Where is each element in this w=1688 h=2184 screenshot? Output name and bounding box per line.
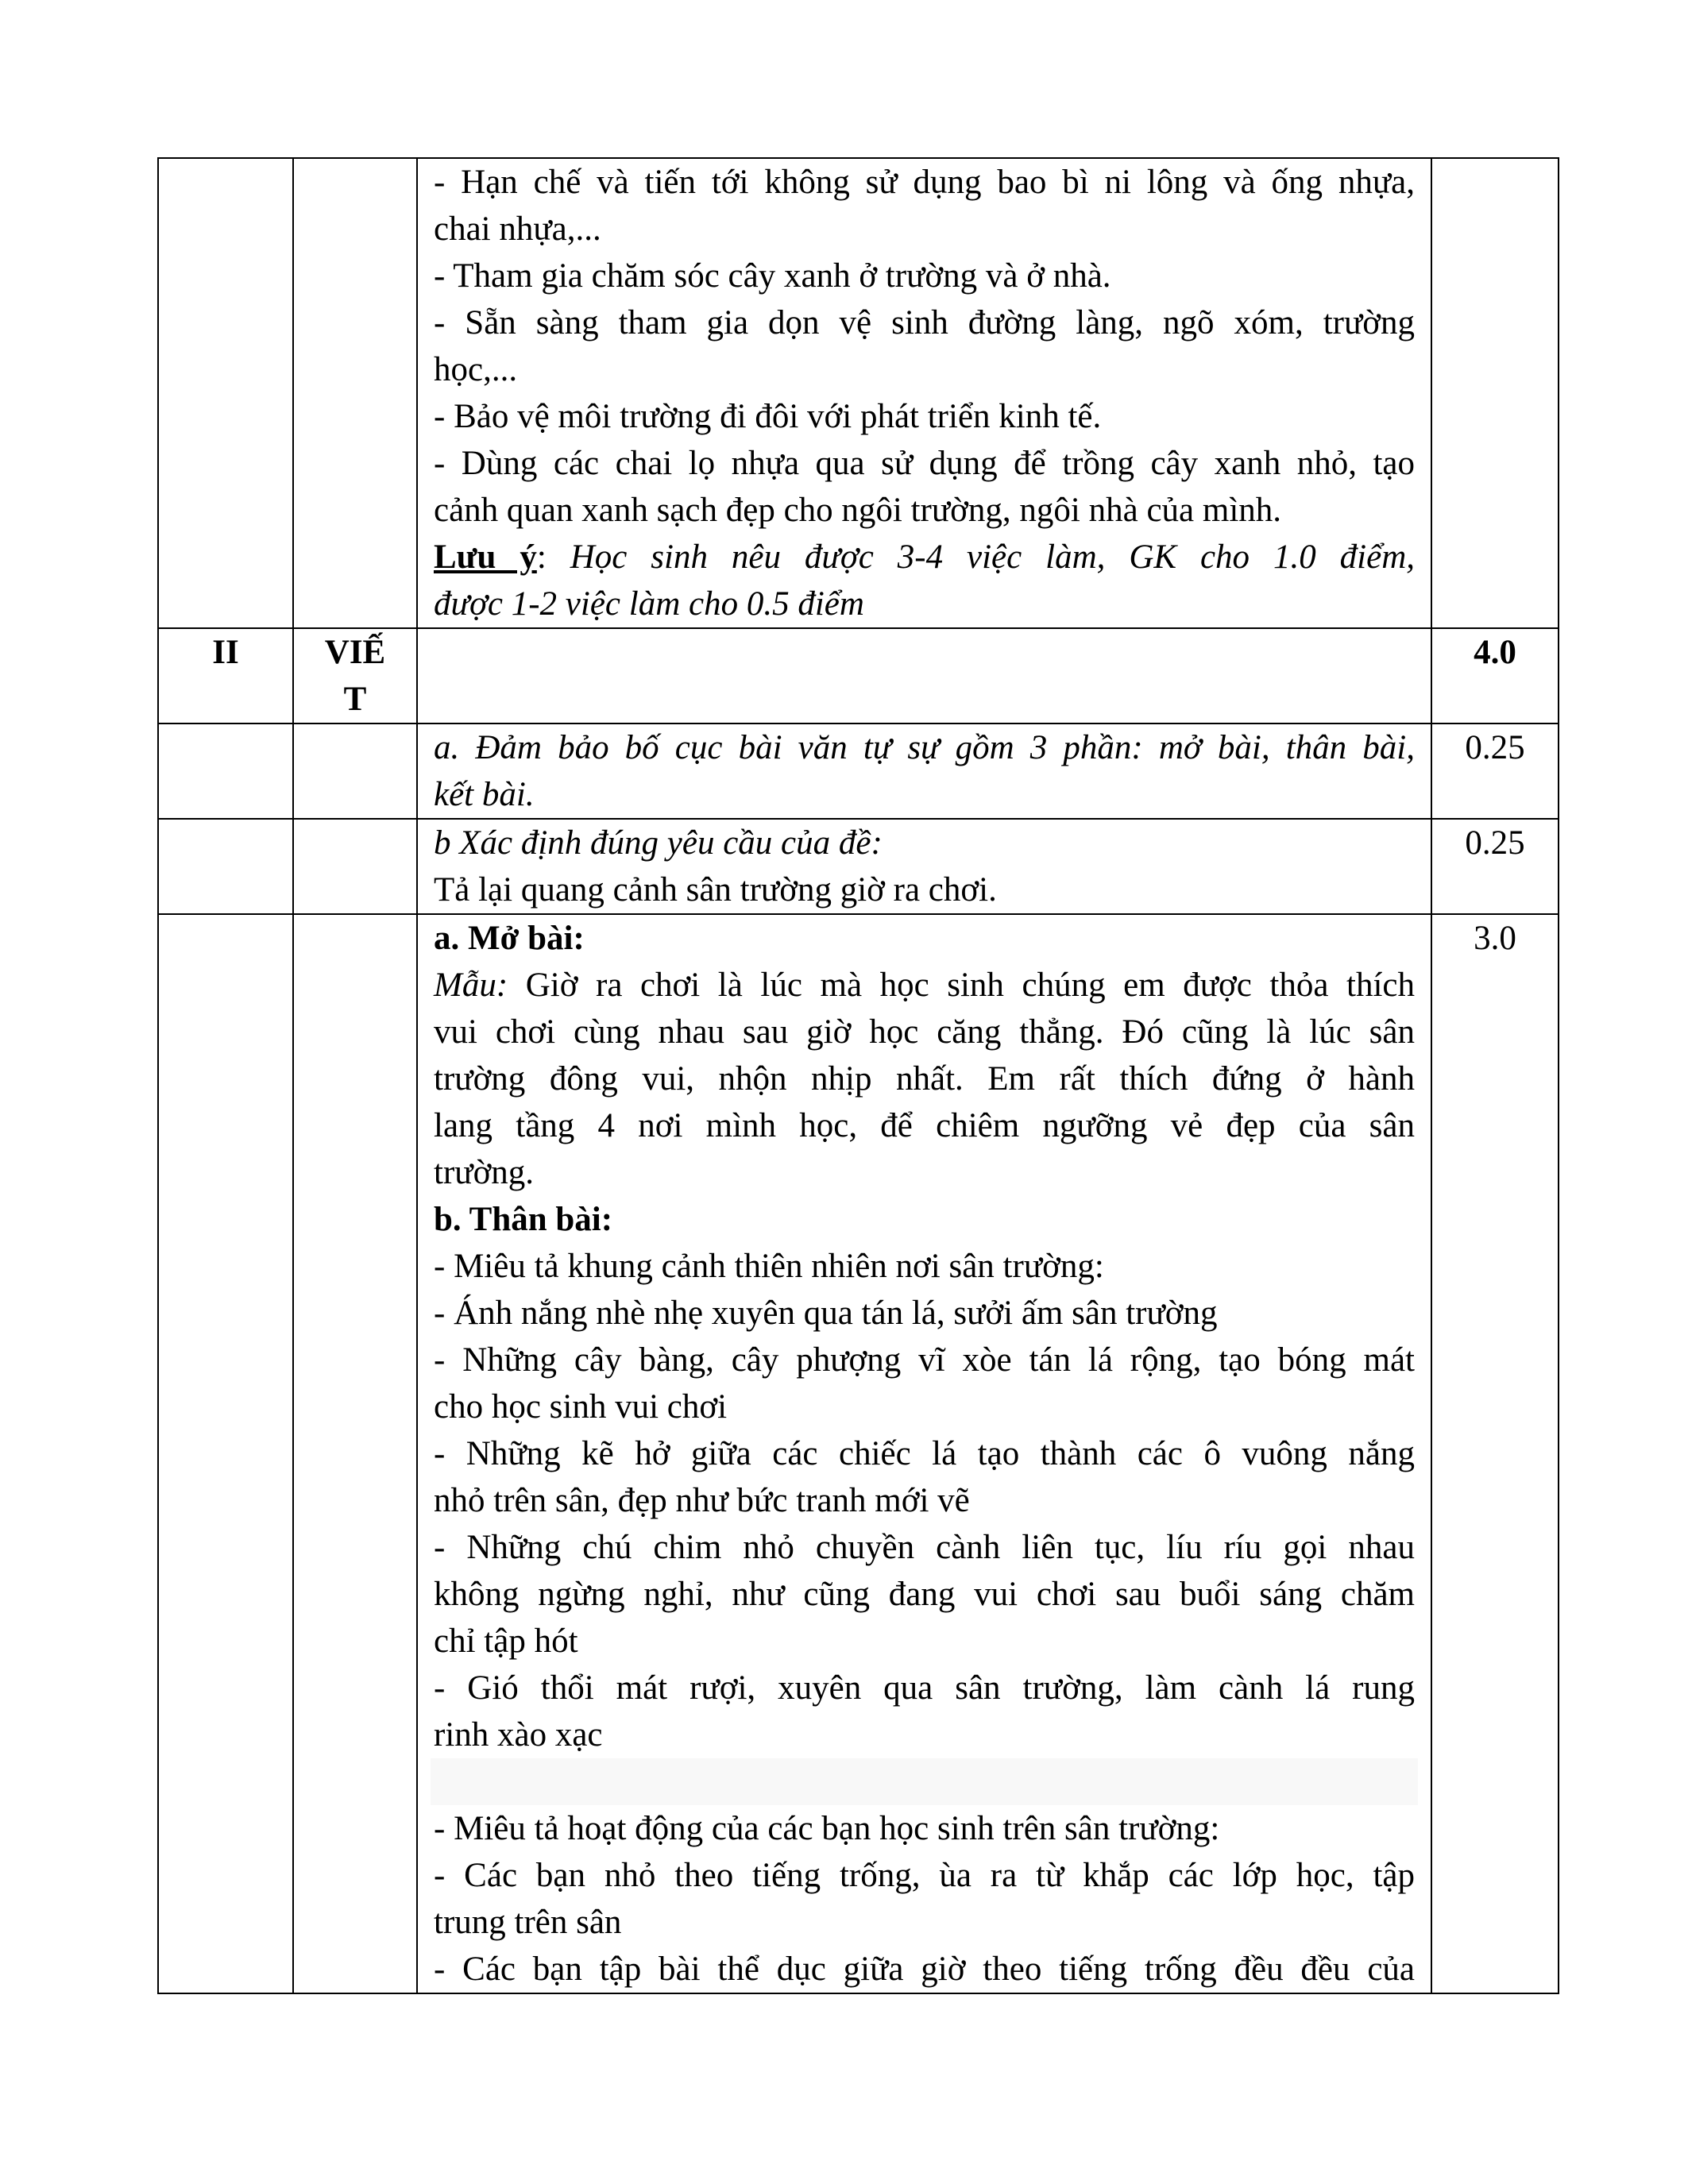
- cell-content-empty: [417, 628, 1431, 723]
- body-line: không ngừng nghỉ, như cũng đang vui chơi sau buổi sáng chăm: [434, 1576, 1415, 1613]
- cell-content-environment-actions: [417, 158, 1431, 628]
- body-line: cho học sinh vui chơi: [434, 1388, 728, 1426]
- grading-note: [434, 534, 1415, 581]
- body-lines-activities: [434, 1805, 1415, 1993]
- sample-intro-line: [434, 962, 1415, 1009]
- cell-section-empty: [158, 723, 293, 819]
- criterion-line: Tả lại quang cảnh sân trường giờ ra chơi.: [434, 871, 997, 909]
- criterion-line: a. Đảm bảo bố cục bài văn tự sự gồm 3 phần: mở bài, thân bài,: [434, 729, 1415, 766]
- body-line: rinh xào xạc: [434, 1716, 603, 1754]
- note-label: Lưu ý: [434, 538, 537, 576]
- cell-name-empty: [293, 723, 417, 819]
- content-line: cảnh quan xanh sạch đẹp cho ngôi trường, ngôi nhà của mình.: [434, 492, 1282, 529]
- essay-score: 3.0: [1431, 914, 1559, 1993]
- sample-line: trường đông vui, nhộn nhịp nhất. Em rất thích đứng ở hành: [434, 1060, 1415, 1098]
- table-row-criterion: [158, 723, 1559, 819]
- section-number: II: [158, 628, 293, 723]
- table-row-criterion: [158, 819, 1559, 914]
- criterion-requirement: [417, 819, 1431, 914]
- cell-section-empty: [158, 819, 293, 914]
- cell-score-empty: [1431, 158, 1559, 628]
- content-line: - Bảo vệ môi trường đi đôi với phát triển kinh tế.: [434, 398, 1102, 435]
- grading-table: [157, 157, 1559, 1994]
- cell-name-empty: [293, 914, 417, 1993]
- body-line: - Gió thổi mát rượi, xuyên qua sân trường, làm cành lá rung: [434, 1669, 1415, 1707]
- mo-bai-heading: a. Mở bài:: [434, 920, 585, 957]
- criterion-line: kết bài.: [434, 776, 535, 813]
- essay-content: [417, 914, 1431, 1993]
- criterion-line: b Xác định đúng yêu cầu của đề:: [434, 824, 883, 862]
- body-line: - Những chú chim nhỏ chuyền cành liên tục, líu ríu gọi nhau: [434, 1529, 1415, 1566]
- criterion-score: 0.25: [1431, 819, 1559, 914]
- section-name: [293, 628, 417, 723]
- body-line: trung trên sân: [434, 1904, 622, 1941]
- than-bai-heading: b. Thân bài:: [434, 1201, 613, 1238]
- content-line: - Dùng các chai lọ nhựa qua sử dụng để trồng cây xanh nhỏ, tạo: [434, 445, 1415, 482]
- body-line: - Các bạn tập bài thể dục giữa giờ theo tiếng trống đều đều của: [434, 1951, 1415, 1988]
- content-line: chai nhựa,...: [434, 210, 601, 248]
- content-line: - Sẵn sàng tham gia dọn vệ sinh đường làng, ngõ xóm, trường: [434, 304, 1415, 341]
- body-lines-nature: [434, 1243, 1415, 1758]
- cell-name-empty: [293, 819, 417, 914]
- cell-section-empty: [158, 158, 293, 628]
- cell-name-empty: [293, 158, 417, 628]
- criterion-score: 0.25: [1431, 723, 1559, 819]
- sample-text: Giờ ra chơi là lúc mà học sinh chúng em được thỏa thích: [508, 967, 1415, 1004]
- sample-line: trường.: [434, 1154, 535, 1191]
- body-line: - Ánh nắng nhè nhẹ xuyên qua tán lá, sưởi ấm sân trường: [434, 1295, 1218, 1332]
- content-line: - Hạn chế và tiến tới không sử dụng bao bì ni lông và ống nhựa,: [434, 164, 1415, 201]
- note-colon: :: [536, 538, 547, 576]
- content-line: - Tham gia chăm sóc cây xanh ở trường và ở nhà.: [434, 257, 1111, 295]
- note-text: Học sinh nêu được 3-4 việc làm, GK cho 1.0 điểm,: [546, 538, 1415, 576]
- section-score: 4.0: [1431, 628, 1559, 723]
- section-name-line: T: [343, 681, 367, 718]
- body-line: - Miêu tả hoạt động của các bạn học sinh trên sân trường:: [434, 1810, 1220, 1847]
- blank-line: [431, 1758, 1418, 1805]
- body-line: nhỏ trên sân, đẹp như bức tranh mới vẽ: [434, 1482, 970, 1519]
- body-line: - Các bạn nhỏ theo tiếng trống, ùa ra từ khắp các lớp học, tập: [434, 1857, 1415, 1894]
- sample-line: vui chơi cùng nhau sau giờ học căng thẳng. Đó cũng là lúc sân: [434, 1013, 1415, 1051]
- sample-label: Mẫu:: [434, 967, 508, 1004]
- content-line: học,...: [434, 351, 518, 388]
- section-name-line: VIẾ: [324, 634, 386, 671]
- table-row-essay: [158, 914, 1559, 1993]
- grading-note-continued: được 1-2 việc làm cho 0.5 điểm: [434, 585, 864, 623]
- table-row-section-header: [158, 628, 1559, 723]
- body-line: - Những cây bàng, cây phượng vĩ xòe tán lá rộng, tạo bóng mát: [434, 1341, 1415, 1379]
- sample-line: lang tầng 4 nơi mình học, để chiêm ngưỡng vẻ đẹp của sân: [434, 1107, 1415, 1144]
- body-line: - Miêu tả khung cảnh thiên nhiên nơi sân trường:: [434, 1248, 1104, 1285]
- cell-section-empty: [158, 914, 293, 1993]
- criterion-layout: [417, 723, 1431, 819]
- body-line: - Những kẽ hở giữa các chiếc lá tạo thành các ô vuông nắng: [434, 1435, 1415, 1472]
- table-row-continuation: [158, 158, 1559, 628]
- body-line: chỉ tập hót: [434, 1623, 578, 1660]
